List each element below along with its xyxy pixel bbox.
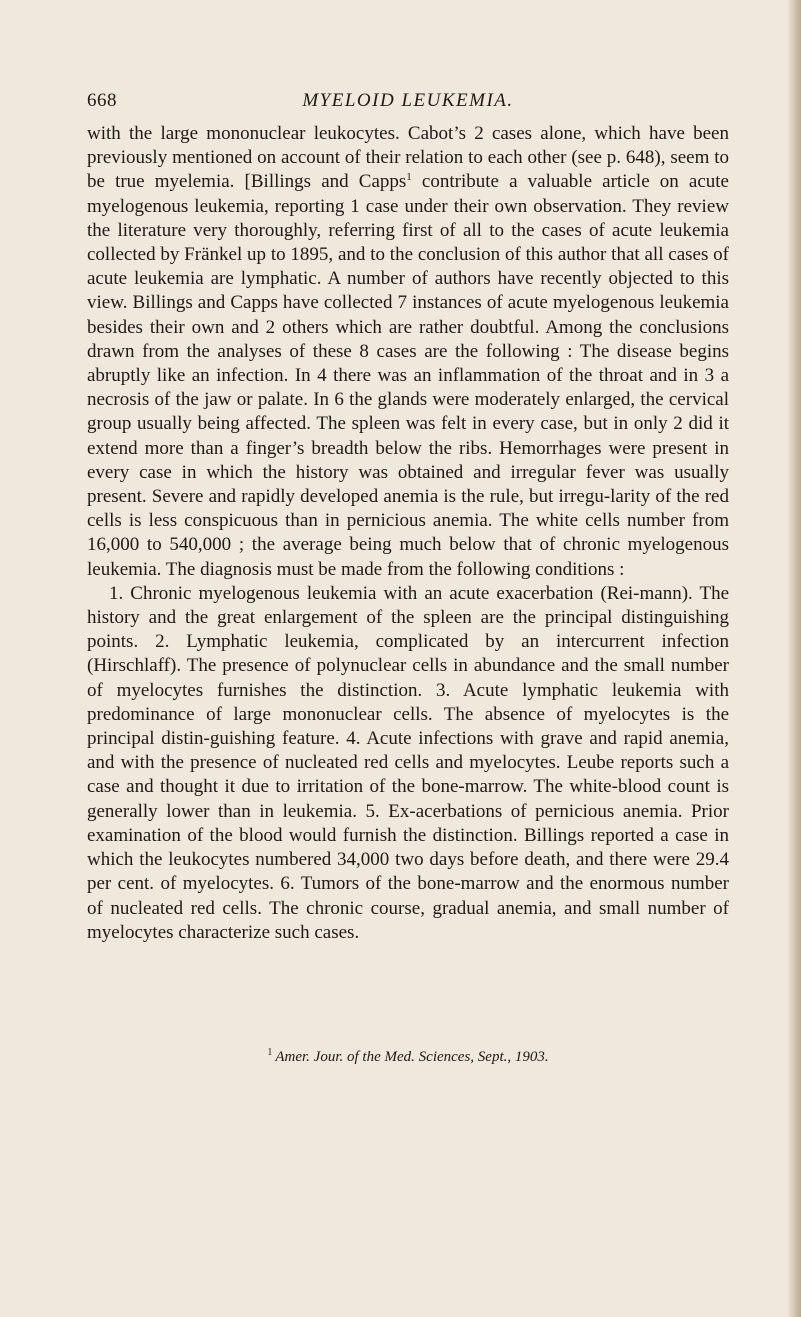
paragraph-billings-capps xyxy=(87,122,729,582)
page-edge-shadow xyxy=(787,0,801,1317)
footnote xyxy=(87,1048,729,1066)
body-text xyxy=(87,122,729,945)
paragraph-text-part-1: with the large mononuclear leukocytes. Cabot’s 2 cases alone, which have been previously mentioned on account of their relation to each other (see p. 648), seem to be true myelemia. [Billings and Capps xyxy=(87,123,729,193)
footnote-marker: 1 xyxy=(267,1047,273,1058)
footnote-citation: Amer. Jour. of the Med. Sciences, Sept., 1903. xyxy=(275,1049,549,1065)
page-header xyxy=(87,90,729,114)
paragraph-diagnosis-conditions: 1. Chronic myelogenous leukemia with an acute exacerbation (Rei-mann). The history and the great enlargement of the spleen are the principal distinguishing points. 2. Lymphatic leukemia, complicated by an intercurrent infection (Hirschlaff). The presence of polynuclear cells in abundance and the small number of myelocytes furnishes the distinction. 3. Acute lymphatic leukemia with predominance of large mononuclear cells. The absence of myelocytes is the principal distin-guishing feature. 4. Acute infections with grave and rapid anemia, and with the presence of nucleated red cells and myelocytes. Leube reports such a case and thought it due to irritation of the bone-marrow. The white-blood count is generally lower than in leukemia. 5. Ex-acerbations of pernicious anemia. Prior examination of the blood would furnish the distinction. Billings reported a case in which the leukocytes numbered 34,000 two days before death, and there were 29.4 per cent. of myelocytes. 6. Tumors of the bone-marrow and the enormous number of nucleated red cells. The chronic course, gradual anemia, and small number of myelocytes characterize such cases. xyxy=(87,582,729,943)
footnote-reference: 1 xyxy=(406,171,412,184)
paragraph-text-part-2: contribute a valuable article on acute myelogenous leukemia, reporting 1 case under their own observation. They review the literature very thoroughly, referring first of all to the cases of acute leukemia collected by Fränkel up to 1895, and to the conclusion of this author that all cases of acute leukemia are lymphatic. A number of authors have recently objected to this view. Billings and Capps have collected 7 instances of acute myelogenous leukemia besides their own and 2 others which are rather doubtful. Among the conclusions drawn from the analyses of these 8 cases are the following : The disease begins abruptly like an infection. In 4 there was an inflammation of the throat and in 3 a necrosis of the jaw or palate. In 6 the glands were moderately enlarged, the cervical group usually being affected. The spleen was felt in every case, but in only 2 did it extend more than a finger’s breadth below the ribs. Hemorrhages were present in every case in which the history was obtained and irregular fever was usually present. Severe and rapidly developed anemia is the rule, but irregu-larity of the red cells is less conspicuous than in pernicious anemia. The white cells number from 16,000 to 540,000 ; the average being much below that of chronic myelogenous leukemia. The diagnosis must be made from the following conditions : xyxy=(87,171,729,580)
running-title: MYELOID LEUKEMIA. xyxy=(302,90,514,111)
page-number: 668 xyxy=(87,90,117,111)
